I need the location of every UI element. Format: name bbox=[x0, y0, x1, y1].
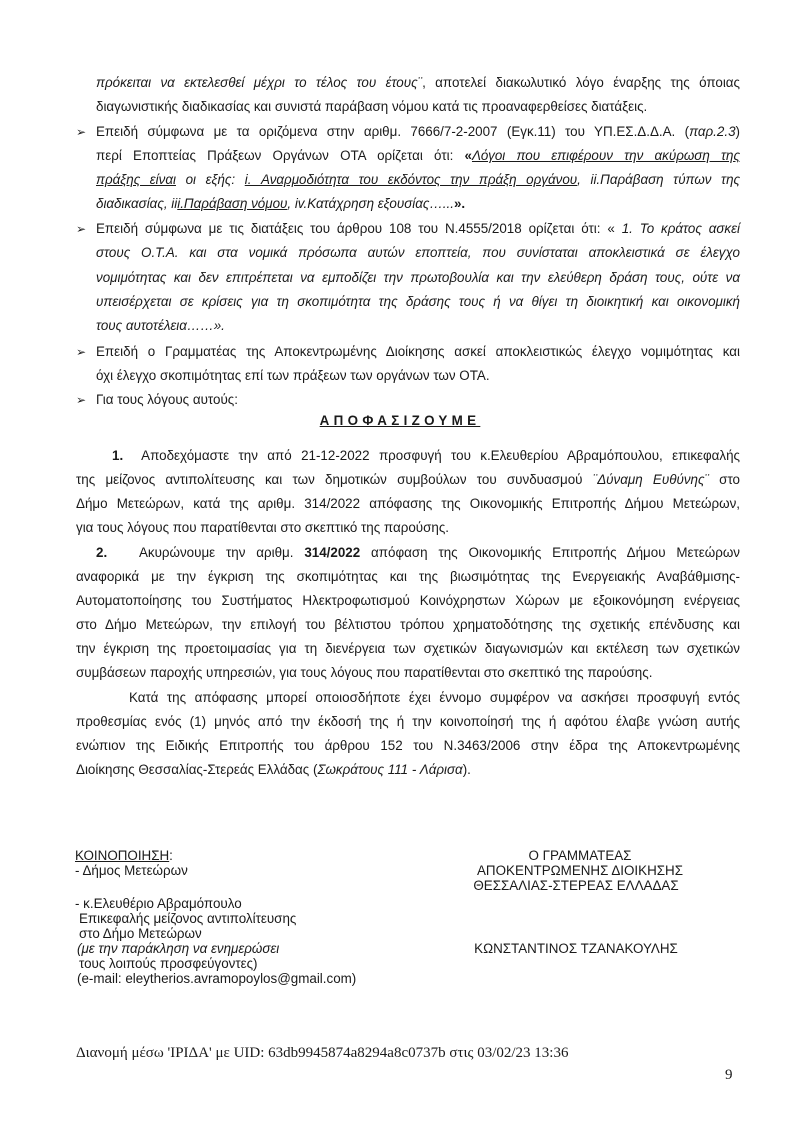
appeal-line-2: προθεσμίας ενός (1) μηνός από την έκδοσή της ή την κοινοποίησή της ή αφότου έλαβε γνώση αυτής bbox=[76, 714, 740, 729]
notification-recipient-note: (με την παράκληση να ενημερώσει bbox=[77, 941, 280, 956]
decision-2-line-3: Αυτοματοποίησης του Συστήματος Ηλεκτροφωτισμού Κοινόχρηστων Χώρων με εξοικονόμηση ενέργειας bbox=[76, 593, 740, 608]
decision-1-line-3: Δήμο Μετεώρων, κατά της αριθμ. 314/2022 απόφασης της Οικονομικής Επιτροπής Δήμου Μετεώρων, bbox=[76, 496, 740, 511]
quoted-text: πρόκειται να εκτελεσθεί μέχρι το τέλος του έτους¨ bbox=[96, 75, 423, 90]
bullet-2-line-1: Επειδή σύμφωνα με τις διατάξεις του άρθρου 108 του Ν.4555/2018 ορίζεται ότι: « 1. Το κράτος ασκεί bbox=[96, 221, 740, 236]
arrow-bullet-icon: ➢ bbox=[76, 393, 87, 407]
bullet-3-line-1: Επειδή ο Γραμματέας της Αποκεντρωμένης Διοίκησης ασκεί αποκλειστικώς έλεγχο νομιμότητας και bbox=[96, 344, 740, 359]
decision-2-line-1: 2. Ακυρώνουμε την αριθμ. 314/2022 απόφαση της Οικονομικής Επιτροπής Δήμου Μετεώρων bbox=[96, 545, 740, 560]
notification-recipient-detail: Επικεφαλής μείζονος αντιπολίτευσης bbox=[79, 911, 297, 926]
decision-2-line-4: στο Δήμο Μετεώρων, την επιλογή του βέλτιστου τρόπου χρηματοδότησης της σχετικής επένδυσης και bbox=[76, 617, 740, 632]
decision-1-line-2: της μείζονος αντιπολίτευσης και των δημοτικών συμβούλων του συνδυασμού ¨Δύναμη Ευθύνης¨ στο bbox=[76, 472, 740, 487]
decision-2-line-5: την έγκριση της προετοιμασίας για τη διενέργεια των σχετικών διαγωνισμών και εκτέλεση των σχετικών bbox=[76, 641, 740, 656]
bullet-1-line-4: διαδικασίας, iii.Παράβαση νόμου, iv.Κατάχρηση εξουσίας…...». bbox=[96, 196, 466, 211]
decision-heading: ΑΠΟΦΑΣΙΖΟΥΜΕ bbox=[319, 413, 481, 428]
arrow-bullet-icon: ➢ bbox=[76, 345, 87, 359]
notification-recipient-note: τους λοιπούς προσφεύγοντες) bbox=[79, 956, 258, 971]
arrow-bullet-icon: ➢ bbox=[76, 222, 87, 236]
notification-recipient: - κ.Ελευθέριο Αβραμόπουλο bbox=[75, 896, 242, 911]
appeal-line-3: ενώπιον της Ειδικής Επιτροπής του άρθρου 152 του Ν.3463/2006 στην έδρα της Αποκεντρωμένης bbox=[76, 738, 740, 753]
decision-number: 1. bbox=[112, 448, 124, 463]
notification-recipient-detail: στο Δήμο Μετεώρων bbox=[79, 926, 202, 941]
arrow-bullet-icon: ➢ bbox=[76, 125, 87, 139]
bullet-1-line-1: Επειδή σύμφωνα με τα οριζόμενα στην αριθμ. 7666/7-2-2007 (Εγκ.11) του ΥΠ.ΕΣ.Δ.Δ.Α. (παρ.2.3) bbox=[96, 124, 740, 139]
signature-authority: ΑΠΟΚΕΝΤΡΩΜΕΝΗΣ ΔΙΟΙΚΗΣΗΣ bbox=[477, 863, 683, 878]
notification-email: (e-mail: eleytherios.avramopoylos@gmail.com) bbox=[77, 971, 357, 986]
signatory-name: ΚΩΝΣΤΑΝΤΙΝΟΣ ΤΖΑΝΑΚΟΥΛΗΣ bbox=[474, 941, 678, 956]
decision-1-line-1: 1. Αποδεχόμαστε την από 21-12-2022 προσφυγή του κ.Ελευθερίου Αβραμόπουλου, επικεφαλής bbox=[112, 448, 740, 463]
continuation-line-2: διαγωνιστικής διαδικασίας και συνιστά παράβαση νόμου κατά τις προαναφερθείσες διατάξεις. bbox=[96, 99, 648, 114]
bullet-2-line-5: τους αυτοτέλεια……». bbox=[96, 318, 225, 333]
decision-number: 2. bbox=[96, 545, 108, 560]
bullet-4-line-1: Για τους λόγους αυτούς: bbox=[96, 392, 238, 407]
bullet-2-line-2: στους Ο.Τ.Α. και στα νομικά πρόσωπα αυτών εποπτεία, που συνίσταται αποκλειστικά σε έλεγχο bbox=[96, 245, 740, 260]
continuation-line-1: πρόκειται να εκτελεσθεί μέχρι το τέλος του έτους¨, αποτελεί διακωλυτικό λόγο έναρξης της όποιας bbox=[96, 75, 740, 90]
decision-1-line-4: για τους λόγους που παρατίθενται στο σκεπτικό της παρούσης. bbox=[76, 520, 449, 535]
decision-2-line-2: αναφορικά με την έγκριση της σκοπιμότητας και της βιωσιμότητας της Ενεργειακής Αναβάθμισης- bbox=[76, 569, 740, 584]
page-number: 9 bbox=[725, 1067, 733, 1083]
bullet-2-line-3: νομιμότητας και δεν επιτρέπεται να εμποδίζει την πρωτοβουλία και την ελεύθερη δράση τους, ούτε να bbox=[96, 270, 740, 285]
bullet-1-line-2: περί Εποπτείας Πράξεων Οργάνων ΟΤΑ ορίζεται ότι: «Λόγοι που επιφέρουν την ακύρωση της bbox=[96, 148, 740, 163]
signature-region: ΘΕΣΣΑΛΙΑΣ-ΣΤΕΡΕΑΣ ΕΛΛΑΔΑΣ bbox=[473, 878, 679, 893]
appeal-line-4: Διοίκησης Θεσσαλίας-Στερεάς Ελλάδας (Σωκράτους 111 - Λάρισα). bbox=[76, 762, 471, 777]
appeal-line-1: Κατά της απόφασης μπορεί οποιοσδήποτε έχει έννομο συμφέρον να ασκήσει προσφυγή εντός bbox=[129, 690, 740, 705]
notification-title: ΚΟΙΝΟΠΟΙΗΣΗ: bbox=[75, 848, 173, 863]
bullet-3-line-2: όχι έλεγχο σκοπιμότητας επί των πράξεων των οργάνων των ΟΤΑ. bbox=[96, 368, 490, 383]
decision-2-line-6: συμβάσεων παροχής υπηρεσιών, για τους λόγους που παρατίθενται στο σκεπτικό της παρούσης. bbox=[76, 665, 653, 680]
bullet-1-line-3: πράξης είναι οι εξής: i. Αναρμοδιότητα του εκδόντος την πράξη οργάνου, ii.Παράβαση τύπων της bbox=[96, 172, 741, 187]
bullet-2-line-4: υπεισέρχεται σε κρίσεις για τη σκοπιμότητα της δράσης τους ή να θίγει τη διοικητική και οικονομική bbox=[96, 294, 740, 309]
notification-recipient: - Δήμος Μετεώρων bbox=[75, 863, 188, 878]
distribution-stamp: Διανομή μέσω 'ΙΡΙΔΑ' με UID: 63db9945874a8294a8c0737b στις 03/02/23 13:36 bbox=[76, 1045, 569, 1061]
signature-title: Ο ΓΡΑΜΜΑΤΕΑΣ bbox=[528, 848, 632, 863]
